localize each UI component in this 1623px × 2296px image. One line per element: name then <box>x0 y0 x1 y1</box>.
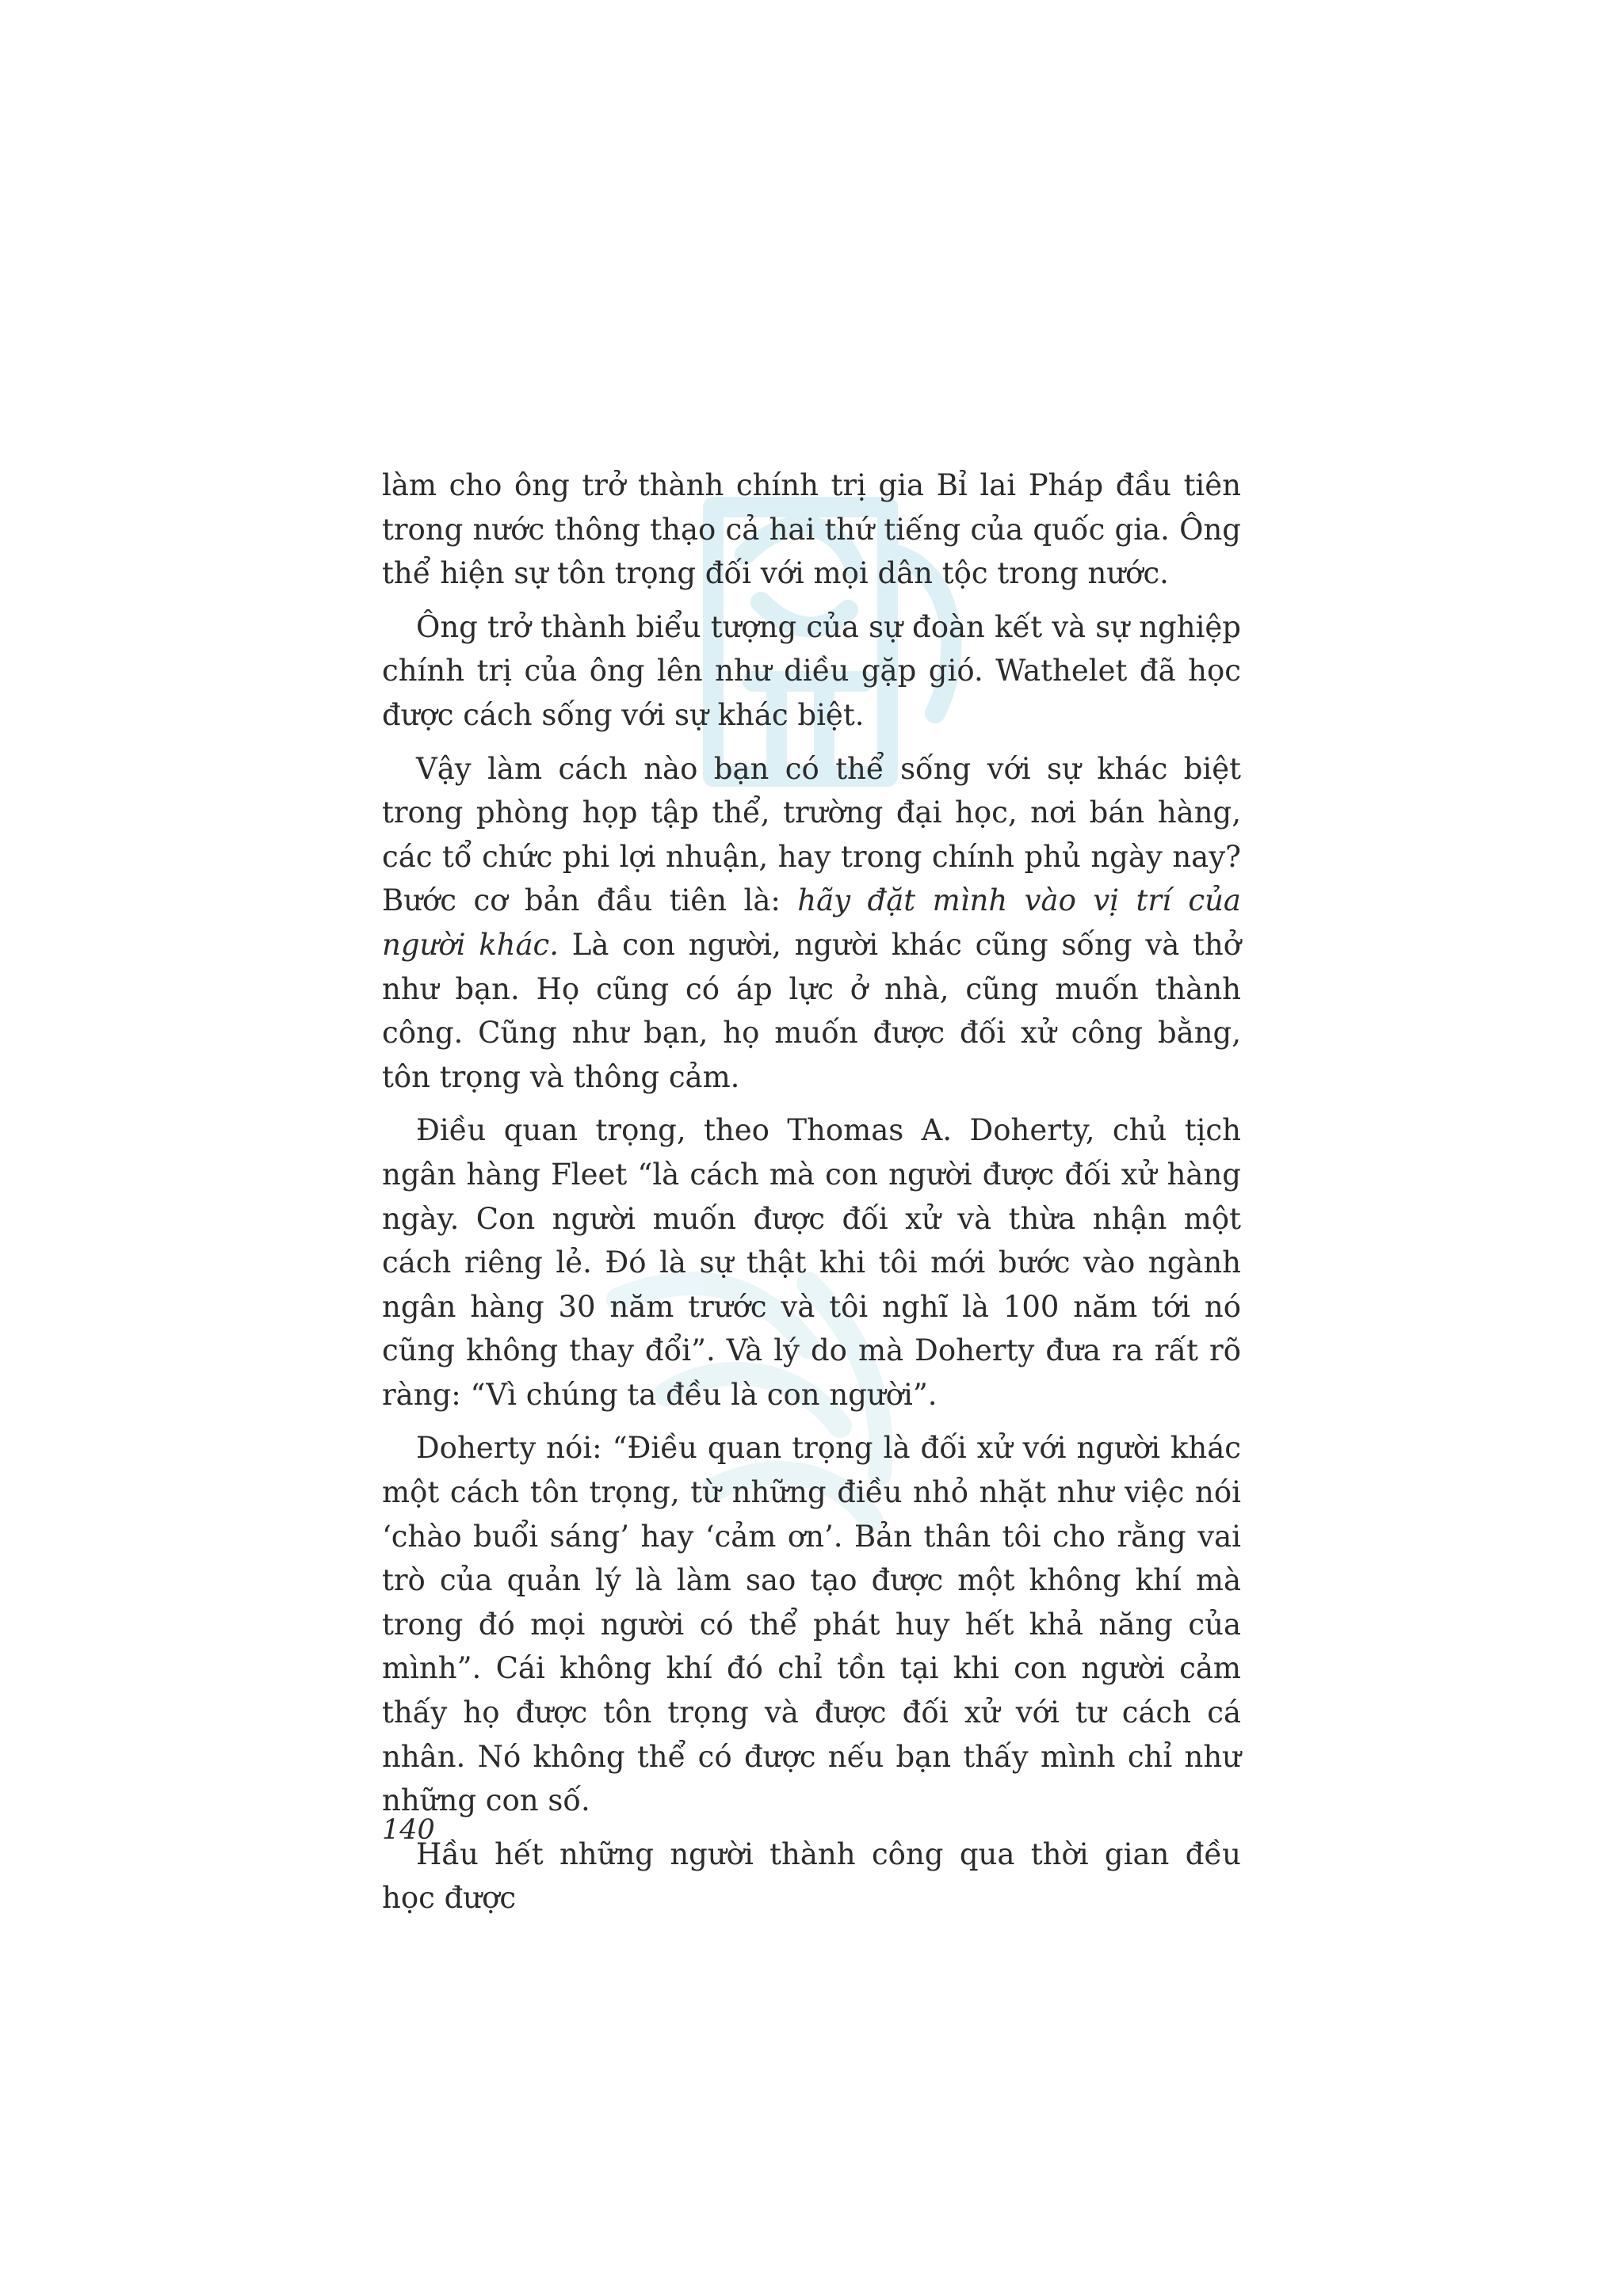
paragraph-5: Doherty nói: “Điều quan trọng là đối xử với người khác một cách tôn trọng, từ những điều nhỏ nhặt như việc nói ‘chào buổi sáng’ hay ‘cảm ơn’. Bản thân tôi cho rằng vai trò của quản lý là làm sao tạo được một không khí mà trong đó mọi người có thể phát huy hết khả năng của mình”. Cái không khí đó chỉ tồn tại khi con người cảm thấy họ được tôn trọng và được đối xử với tư cách cá nhân. Nó không thể có được nếu bạn thấy mình chỉ như những con số. <box>382 1431 1241 1818</box>
paragraph-2: Ông trở thành biểu tượng của sự đoàn kết và sự nghiệp chính trị của ông lên như diều gặp gió. Wathelet đã học được cách sống với sự khác biệt. <box>382 609 1241 732</box>
paragraph-4: Điều quan trọng, theo Thomas A. Doherty, chủ tịch ngân hàng Fleet “là cách mà con người được đối xử hàng ngày. Con người muốn được đối xử và thừa nhận một cách riêng lẻ. Đó là sự thật khi tôi mới bước vào ngành ngân hàng 30 năm trước và tôi nghĩ là 100 năm tới nó cũng không thay đổi”. Và lý do mà Doherty đưa ra rất rõ ràng: “Vì chúng ta đều là con người”. <box>382 1113 1241 1412</box>
paragraph-3-text-after: Là con người, người khác cũng sống và thở như bạn. Họ cũng có áp lực ở nhà, cũng muốn thành công. Cũng như bạn, họ muốn được đối xử công bằng, tôn trọng và thông cảm. <box>382 927 1241 1094</box>
body-text <box>382 463 1241 1920</box>
paragraph-6: Hầu hết những người thành công qua thời gian đều học được <box>382 1836 1241 1916</box>
page-number: 140 <box>382 1814 435 1846</box>
paragraph-3-emphasis: hãy đặt mình vào vị trí của người khác. <box>382 883 1241 962</box>
paragraph-3 <box>382 747 1241 1100</box>
paragraph-1: làm cho ông trở thành chính trị gia Bỉ lai Pháp đầu tiên trong nước thông thạo cả hai thứ tiếng của quốc gia. Ông thể hiện sự tôn trọng đối với mọi dân tộc trong nước. <box>382 468 1241 591</box>
paragraph-3-text-before: Vậy làm cách nào bạn có thể sống với sự khác biệt trong phòng họp tập thể, trường đại học, nơi bán hàng, các tổ chức phi lợi nhuận, hay trong chính phủ ngày nay? Bước cơ bản đầu tiên là: <box>382 751 1241 918</box>
